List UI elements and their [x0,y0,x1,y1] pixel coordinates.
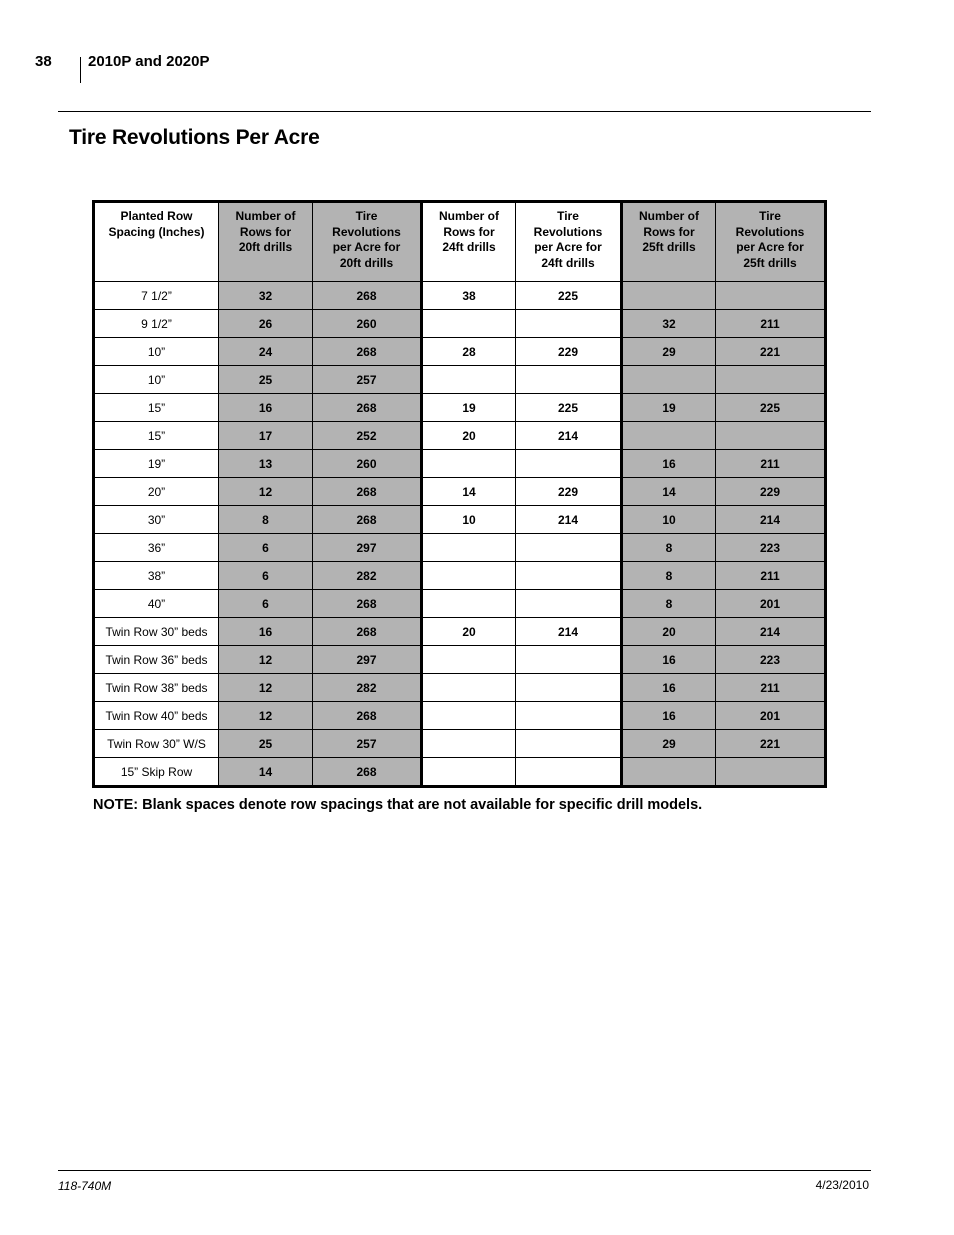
value-cell: 17 [219,422,313,450]
value-cell: 221 [716,338,826,366]
value-cell [422,758,516,787]
value-cell: 16 [622,702,716,730]
row-spacing-cell: 19” [94,450,219,478]
value-cell: 229 [516,338,622,366]
value-cell: 257 [313,730,422,758]
value-cell [716,366,826,394]
value-cell: 297 [313,646,422,674]
document-date: 4/23/2010 [815,1178,869,1192]
table-row [94,534,826,562]
header-divider [80,57,81,83]
value-cell: 32 [622,310,716,338]
table-row [94,366,826,394]
value-cell: 223 [716,534,826,562]
column-header-line: 25ft drills [642,240,696,254]
value-cell: 16 [622,674,716,702]
table-row [94,506,826,534]
value-cell: 223 [716,646,826,674]
row-spacing-cell: 9 1/2” [94,310,219,338]
row-spacing-cell: Twin Row 38” beds [94,674,219,702]
column-header-line: 20ft drills [339,255,394,270]
table-row [94,562,826,590]
value-cell: 229 [516,478,622,506]
table-row [94,758,826,787]
value-cell: 10 [422,506,516,534]
table-row [94,450,826,478]
model-title: 2010P and 2020P [88,53,210,70]
column-header [94,202,219,282]
value-cell: 225 [716,394,826,422]
value-cell: 214 [516,506,622,534]
column-header-line: Number of [639,209,699,223]
value-cell: 14 [622,478,716,506]
column-header-line: 25ft drills [743,255,797,270]
value-cell [716,758,826,787]
value-cell: 25 [219,730,313,758]
value-cell: 8 [622,534,716,562]
value-cell: 252 [313,422,422,450]
row-spacing-cell: 40” [94,590,219,618]
column-header [716,202,826,282]
tire-revolutions-table [92,200,827,788]
column-header [622,202,716,282]
bottom-rule [58,1170,871,1171]
value-cell [622,366,716,394]
column-header-line: Spacing (Inches) [108,224,205,239]
value-cell: 25 [219,366,313,394]
value-cell [516,646,622,674]
value-cell [516,310,622,338]
column-header-line: per Acre for [534,240,602,254]
value-cell: 38 [422,282,516,310]
value-cell: 6 [219,534,313,562]
value-cell: 28 [422,338,516,366]
value-cell: 268 [313,478,422,506]
value-cell [716,282,826,310]
row-spacing-cell: 36” [94,534,219,562]
row-spacing-cell: Twin Row 30” beds [94,618,219,646]
column-header-line: Rows for [239,224,292,239]
value-cell [622,422,716,450]
value-cell: 214 [716,506,826,534]
table-body [94,282,826,787]
value-cell: 14 [422,478,516,506]
value-cell [422,730,516,758]
value-cell [422,590,516,618]
value-cell: 268 [313,702,422,730]
value-cell: 32 [219,282,313,310]
row-spacing-cell: 7 1/2” [94,282,219,310]
column-header-line: Tire [557,209,579,223]
column-header-line: 24ft drills [442,240,496,254]
value-cell: 29 [622,338,716,366]
value-cell: 211 [716,674,826,702]
value-cell: 225 [516,394,622,422]
value-cell: 268 [313,282,422,310]
value-cell: 8 [622,562,716,590]
column-header-line: Revolutions [533,224,603,239]
value-cell: 214 [716,618,826,646]
value-cell: 24 [219,338,313,366]
column-header-line: 20ft drills [238,240,293,254]
value-cell [422,450,516,478]
row-spacing-cell: Twin Row 36” beds [94,646,219,674]
value-cell: 211 [716,562,826,590]
column-header-line: Rows for [643,224,695,239]
row-spacing-cell: 20” [94,478,219,506]
value-cell: 211 [716,310,826,338]
column-header-line: Revolutions [735,224,805,239]
value-cell: 257 [313,366,422,394]
column-header [516,202,622,282]
column-header-line: Planted Row [120,209,193,223]
value-cell: 282 [313,674,422,702]
value-cell: 201 [716,590,826,618]
table-row [94,674,826,702]
value-cell [622,758,716,787]
value-cell: 229 [716,478,826,506]
column-header-line: per Acre for [332,240,401,254]
value-cell: 260 [313,450,422,478]
page-title: Tire Revolutions Per Acre [69,126,320,149]
value-cell [516,758,622,787]
value-cell: 268 [313,590,422,618]
value-cell: 14 [219,758,313,787]
table-row [94,730,826,758]
value-cell: 268 [313,618,422,646]
value-cell [422,702,516,730]
table-row [94,422,826,450]
value-cell [516,534,622,562]
value-cell: 26 [219,310,313,338]
table-row [94,338,826,366]
value-cell [422,534,516,562]
value-cell: 214 [516,422,622,450]
value-cell: 260 [313,310,422,338]
top-rule [58,111,871,112]
value-cell: 268 [313,338,422,366]
value-cell: 268 [313,506,422,534]
table-row [94,590,826,618]
value-cell [516,562,622,590]
document-number: 118-740M [58,1179,112,1193]
value-cell: 16 [219,394,313,422]
value-cell: 20 [622,618,716,646]
table-row [94,310,826,338]
value-cell: 225 [516,282,622,310]
value-cell: 16 [219,618,313,646]
table-row [94,618,826,646]
value-cell: 8 [622,590,716,618]
value-cell: 12 [219,674,313,702]
value-cell: 29 [622,730,716,758]
value-cell: 211 [716,450,826,478]
row-spacing-cell: 15” Skip Row [94,758,219,787]
column-header [422,202,516,282]
column-header [313,202,422,282]
row-spacing-cell: 15” [94,394,219,422]
value-cell: 16 [622,646,716,674]
value-cell [422,310,516,338]
value-cell: 10 [622,506,716,534]
value-cell [422,562,516,590]
row-spacing-cell: 10” [94,338,219,366]
value-cell: 221 [716,730,826,758]
value-cell: 20 [422,422,516,450]
value-cell: 13 [219,450,313,478]
row-spacing-cell: 30” [94,506,219,534]
table-header-row [94,202,826,282]
page-number: 38 [35,53,52,70]
value-cell: 214 [516,618,622,646]
table-row [94,394,826,422]
column-header-line: Tire [355,209,378,223]
value-cell: 20 [422,618,516,646]
column-header [219,202,313,282]
value-cell: 6 [219,562,313,590]
value-cell: 12 [219,646,313,674]
value-cell: 16 [622,450,716,478]
value-cell [716,422,826,450]
value-cell [516,674,622,702]
table-row [94,282,826,310]
value-cell: 268 [313,394,422,422]
table-row [94,478,826,506]
value-cell: 282 [313,562,422,590]
column-header-line: Number of [439,209,499,223]
column-header-line: Number of [235,209,296,223]
value-cell [422,646,516,674]
column-header-line: per Acre for [736,240,804,254]
value-cell: 19 [422,394,516,422]
row-spacing-cell: 38” [94,562,219,590]
value-cell: 12 [219,478,313,506]
value-cell: 19 [622,394,716,422]
row-spacing-cell: 10” [94,366,219,394]
value-cell: 201 [716,702,826,730]
value-cell: 268 [313,758,422,787]
value-cell [422,366,516,394]
value-cell: 8 [219,506,313,534]
value-cell: 6 [219,590,313,618]
value-cell: 12 [219,702,313,730]
column-header-line: Revolutions [332,224,401,239]
column-header-line: 24ft drills [541,255,595,270]
value-cell: 297 [313,534,422,562]
row-spacing-cell: Twin Row 30” W/S [94,730,219,758]
table-row [94,702,826,730]
value-cell [516,702,622,730]
table-note: NOTE: Blank spaces denote row spacings that are not available for specific drill models. [93,797,703,813]
value-cell [516,366,622,394]
value-cell [516,590,622,618]
table-row [94,646,826,674]
column-header-line: Tire [759,209,781,223]
row-spacing-cell: Twin Row 40” beds [94,702,219,730]
row-spacing-cell: 15” [94,422,219,450]
value-cell [516,730,622,758]
value-cell [422,674,516,702]
value-cell [516,450,622,478]
value-cell [622,282,716,310]
column-header-line: Rows for [443,224,495,239]
